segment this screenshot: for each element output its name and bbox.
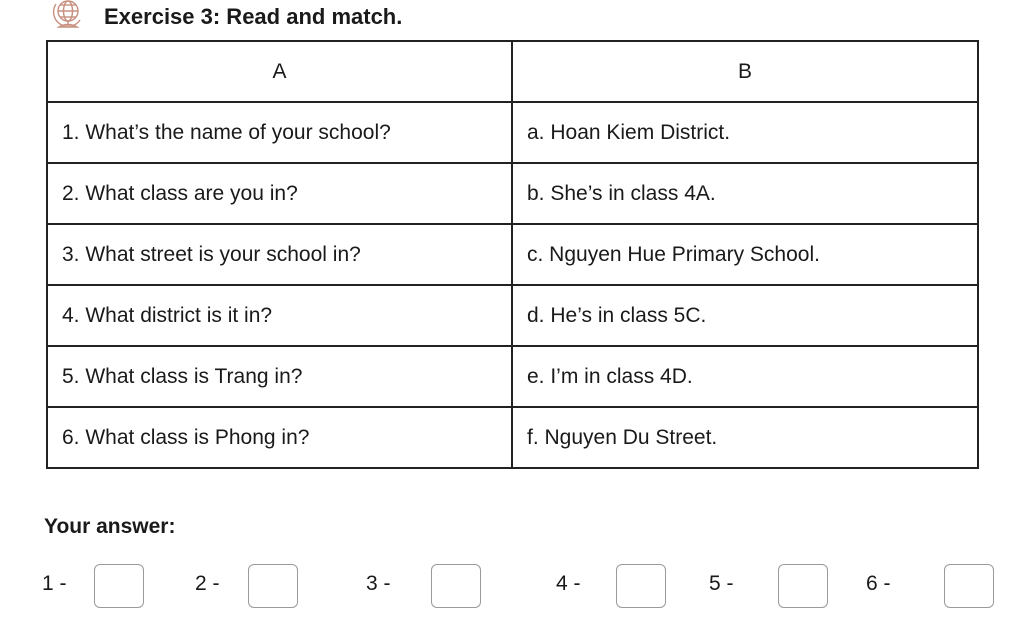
answer-label-6: 6 -: [866, 572, 891, 595]
question-cell: 6. What class is Phong in?: [47, 407, 512, 468]
column-a-header: A: [47, 41, 512, 102]
question-cell: 2. What class are you in?: [47, 163, 512, 224]
answer-option-cell: a. Hoan Kiem District.: [512, 102, 978, 163]
exercise-title: Exercise 3: Read and match.: [104, 4, 403, 29]
table-row: [47, 346, 978, 407]
match-table: [46, 40, 979, 469]
table-row: [47, 407, 978, 468]
table-row: [47, 102, 978, 163]
answer-label-3: 3 -: [366, 572, 391, 595]
answer-option-cell: f. Nguyen Du Street.: [512, 407, 978, 468]
table-row: [47, 163, 978, 224]
answer-input-3[interactable]: [431, 564, 481, 608]
answer-input-1[interactable]: [94, 564, 144, 608]
answer-input-6[interactable]: [944, 564, 994, 608]
question-cell: 4. What district is it in?: [47, 285, 512, 346]
answer-input-4[interactable]: [616, 564, 666, 608]
answer-label-2: 2 -: [195, 572, 220, 595]
globe-icon: [50, 0, 86, 30]
answer-input-2[interactable]: [248, 564, 298, 608]
answer-option-cell: b. She’s in class 4A.: [512, 163, 978, 224]
answer-option-cell: d. He’s in class 5C.: [512, 285, 978, 346]
answer-label-1: 1 -: [42, 572, 67, 595]
question-cell: 5. What class is Trang in?: [47, 346, 512, 407]
question-cell: 3. What street is your school in?: [47, 224, 512, 285]
answer-label-5: 5 -: [709, 572, 734, 595]
answer-label-4: 4 -: [556, 572, 581, 595]
column-b-header: B: [512, 41, 978, 102]
table-header-row: [47, 41, 978, 102]
answer-input-5[interactable]: [778, 564, 828, 608]
question-cell: 1. What’s the name of your school?: [47, 102, 512, 163]
answer-option-cell: e. I’m in class 4D.: [512, 346, 978, 407]
answer-heading: Your answer:: [44, 515, 176, 538]
table-row: [47, 285, 978, 346]
answer-option-cell: c. Nguyen Hue Primary School.: [512, 224, 978, 285]
table-row: [47, 224, 978, 285]
